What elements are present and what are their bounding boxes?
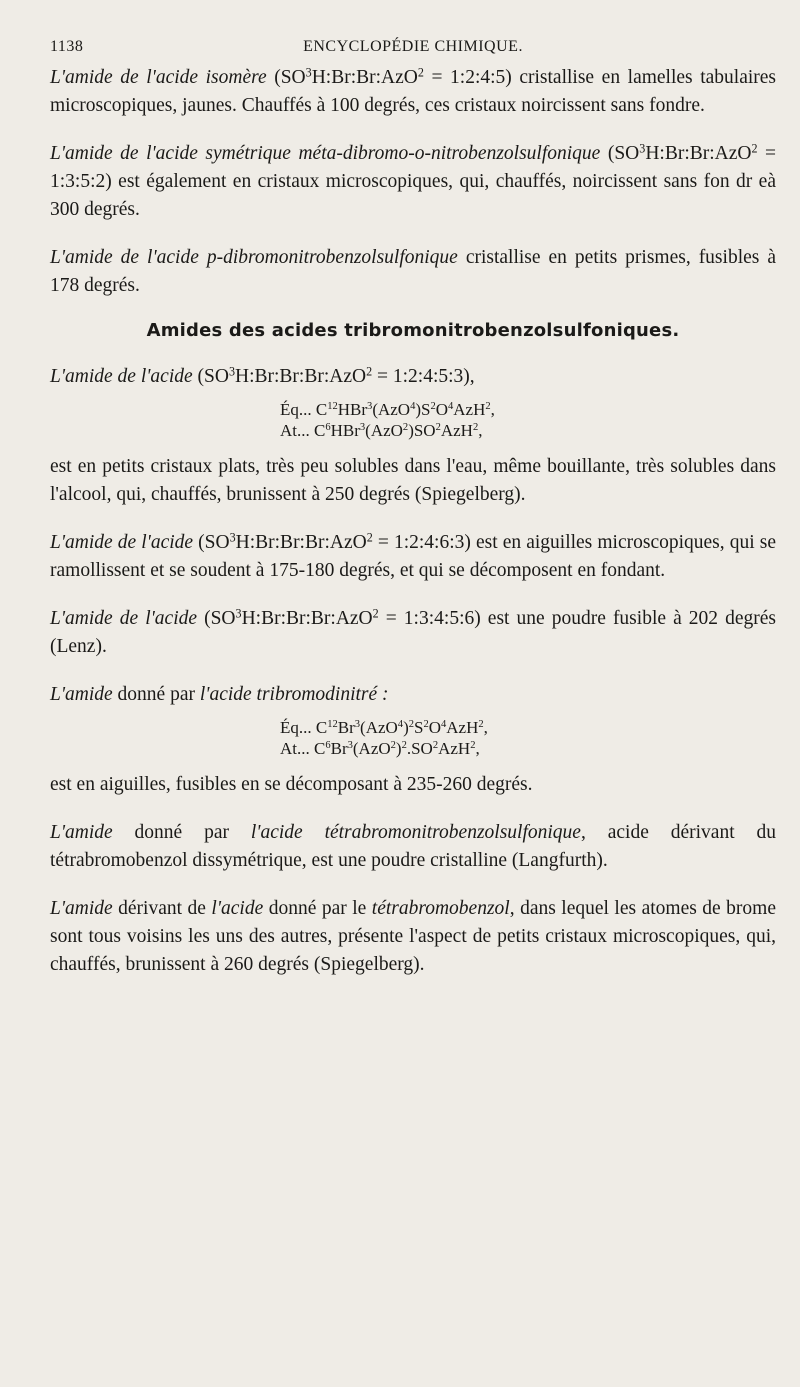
paragraph-amide-isomere: L'amide de l'acide isomère ($SO^3H:Br:Br:AzO^2$ = 1:2:4:5) cristallise en lamelles tabulaires microscopiques, jaunes. Chauffés à 100 degrés, ces cristaux noircissent sans fondre. xyxy=(50,65,776,116)
italic-term: L'amide xyxy=(50,898,113,919)
paragraph-amide-12463: L'amide de l'acide ($SO^3H:Br:Br:Br:AzO^2$ = 1:2:4:6:3) est en aiguilles microscopiques, qui se ramollissent et se soudent à 175-180 degrés, et qui se décomposent en fondant. xyxy=(50,530,776,581)
paragraph-description-2: est en aiguilles, fusibles en se décomposant à 235-260 degrés. xyxy=(50,774,533,795)
paragraph-amide-13456: L'amide de l'acide ($SO^3H:Br:Br:Br:AzO^2$ = 1:3:4:5:6) est une poudre fusible à 202 degrés (Lenz). xyxy=(50,606,776,657)
paragraph-amide-tribromodinitre: L'amide donné par l'acide tribromodinitré : xyxy=(50,684,389,705)
page-header xyxy=(50,38,776,64)
formula-block-2 xyxy=(280,717,776,759)
section-title: Amides des acides tribromonitrobenzolsulfoniques. xyxy=(146,320,680,341)
italic-term: L'amide de l'acide symétrique méta-dibromo-o-nitrobenzolsulfonique xyxy=(50,143,601,164)
paragraph-description-1: est en petits cristaux plats, très peu solubles dans l'eau, même bouillante, très solubles dans l'alcool, qui, chauffés, brunissent à 250 degrés (Spiegelberg). xyxy=(50,456,776,505)
italic-term: l'acide xyxy=(211,898,264,919)
italic-term: tétrabromobenzol xyxy=(371,898,510,919)
formula-equivalent: Éq... $C^{12}HBr^3(AzO^4)S^2O^4AzH^2$, xyxy=(280,400,495,419)
page-number: 1138 xyxy=(50,38,84,55)
paragraph-amide-tetrabromonitro: L'amide donné par l'acide tétrabromonitrobenzolsulfonique, acide dérivant du tétrabromobenzol dissymétrique, est une poudre cristalline (Langfurth). xyxy=(50,822,777,871)
italic-term: l'acide tribromodinitré : xyxy=(199,684,389,705)
formula-equivalent: Éq... $C^{12}Br^3(AzO^4)^2S^2O^4AzH^2$, xyxy=(280,718,488,737)
italic-term: L'amide de l'acide xyxy=(50,532,194,553)
formula-atomic: At... $C^6HBr^3(AzO^2)SO^2AzH^2$, xyxy=(280,421,483,440)
italic-term: L'amide xyxy=(50,684,113,705)
italic-term: L'amide de l'acide isomère xyxy=(50,67,267,88)
formula-atomic: At... $C^6Br^3(AzO^2)^2.SO^2AzH^2$, xyxy=(280,739,480,758)
italic-term: l'acide tétrabromonitrobenzolsulfonique xyxy=(250,822,581,843)
italic-term: L'amide de l'acide xyxy=(50,366,193,387)
paragraph-amide-tetrabromobenzol: L'amide dérivant de l'acide donné par le tétrabromobenzol, dans lequel les atomes de brome sont tous voisins les uns des autres, présente l'aspect de petits cristaux microscopiques, qui, chauffés, brunissent à 260 degrés (Spiegelberg). xyxy=(50,898,776,975)
formula-block-1 xyxy=(280,399,776,441)
paragraph-amide-p-dibromo: L'amide de l'acide p-dibromonitrobenzolsulfonique cristallise en petits prismes, fusibles à 178 degrés. xyxy=(50,247,776,296)
paragraph-amide-12453: L'amide de l'acide ($SO^3H:Br:Br:Br:AzO^2$ = 1:2:4:5:3), xyxy=(50,364,475,387)
italic-term: L'amide xyxy=(50,822,113,843)
italic-term: L'amide de l'acide xyxy=(50,608,198,629)
paragraph-amide-symetrique: L'amide de l'acide symétrique méta-dibromo-o-nitrobenzolsulfonique ($SO^3H:Br:Br:AzO^2$ = 1:3:5:2) est également en cristaux microscopiques, qui, chauffés, noircissent sans fon dr eà 300 degrés. xyxy=(50,141,777,220)
running-title: ENCYCLOPÉDIE CHIMIQUE. xyxy=(303,38,523,55)
italic-term: L'amide de l'acide p-dibromonitrobenzolsulfonique xyxy=(50,247,458,268)
